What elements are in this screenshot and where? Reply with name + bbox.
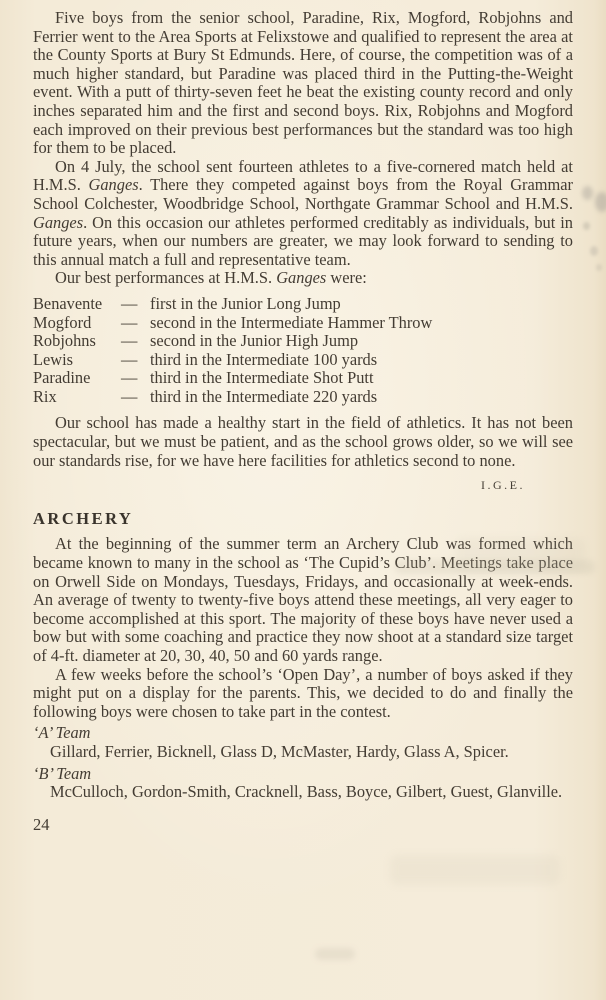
performance-row [33, 351, 573, 370]
ink-stain [590, 246, 598, 256]
athlete-name: Robjohns [33, 331, 96, 351]
team-a-members: Gillard, Ferrier, Bicknell, Glass D, McMaster, Hardy, Glass A, Spicer. [50, 741, 509, 761]
performance-row [33, 314, 573, 333]
team-b-label: ‘B’ Team [33, 763, 92, 783]
performance-list [33, 295, 573, 407]
athlete-name: Rix [33, 386, 57, 406]
performance-result: third in the Intermediate Shot Putt [150, 368, 374, 388]
athlete-name: Mogford [33, 312, 92, 332]
athletics-paragraph-1: Five boys from the senior school, Paradine, Rix, Mogford, Robjohns and Ferrier went to the Area Sports at Felixstowe and qualified to represent the area at the County Sports at Bury St Edmunds. Here, of course, the competition was of a much higher standard, but Paradine was placed third in the Putting-the-Weight event. With a putt of thirty-seven feet he beat the existing county record and only inches separated him and the first and second boys. Rix, Robjohns and Mogford each improved on their previous best performances but the standard was too high for them to be placed. [33, 8, 573, 158]
dash-separator: — [121, 386, 138, 406]
athletics-paragraph-3: Our school has made a healthy start in the field of athletics. It has not been spectacular, but we must be patient, and as the school grows older, so we will see our standards rise, for we have here facilities for athletics second to none. [33, 413, 573, 470]
archery-paragraph-1: At the beginning of the summer term an Archery Club was formed which became known to many in the school as ‘The Cupid’s Club’. Meetings take place on Orwell Side on Mondays, Tuesdays, Fridays, and occasionally at week-ends. An average of twenty to twenty-five boys attend these meetings, all very eager to become accomplished at this sport. The majority of these boys have never used a bow but with some coaching and practice they now shoot at a standard size target of 4-ft. diameter at 20, 30, 40, 50 and 60 yards range. [33, 534, 573, 665]
performance-result: third in the Intermediate 220 yards [150, 386, 378, 406]
athlete-name: Paradine [33, 368, 91, 388]
performance-row [33, 369, 573, 388]
team-b [33, 765, 573, 802]
archery-section [33, 510, 573, 802]
dash-separator: — [121, 368, 138, 388]
performance-row [33, 332, 573, 351]
archery-paragraph-2: A few weeks before the school’s ‘Open Day’, a number of boys asked if they might put on a display for the parents. This, we decided to do and finally the following boys were chosen to take part in the contest. [33, 664, 573, 721]
author-initials: I.G.E. [481, 478, 525, 493]
team-b-members: McCulloch, Gordon-Smith, Cracknell, Bass, Boyce, Gilbert, Guest, Glanville. [50, 782, 563, 802]
dash-separator: — [121, 349, 138, 369]
showthrough-smudge [390, 855, 560, 885]
athletics-section [33, 9, 573, 495]
performance-result: first in the Junior Long Jump [150, 293, 341, 313]
showthrough-smudge [315, 948, 355, 960]
performance-result: second in the Junior High Jump [150, 331, 359, 351]
ink-stain [582, 186, 593, 200]
athletics-paragraph-2: On 4 July, the school sent fourteen athletes to a five-cornered match held at H.M.S. Ganges. There they competed against boys from the Royal Grammar School Colchester, Woodbridge School, Northgate Grammar School and H.M.S. Ganges. On this occasion our athletes performed creditably as individuals, but in future years, when our numbers are greater, we may look forward to sending to this annual match a full and representative team. [33, 156, 573, 269]
archery-heading: ARCHERY [33, 508, 134, 528]
performance-result: third in the Intermediate 100 yards [150, 349, 378, 369]
performance-row [33, 388, 573, 407]
ink-stain [596, 264, 602, 271]
dash-separator: — [121, 293, 138, 313]
team-a-label: ‘A’ Team [33, 723, 91, 743]
team-a [33, 724, 573, 761]
ink-stain [583, 222, 590, 230]
athlete-name: Lewis [33, 349, 74, 369]
performance-result: second in the Intermediate Hammer Throw [150, 312, 433, 332]
page-number: 24 [33, 814, 50, 834]
ink-stain [595, 192, 606, 212]
athlete-name: Benavente [33, 293, 103, 313]
performances-intro: Our best performances at H.M.S. Ganges were: [55, 268, 367, 288]
dash-separator: — [121, 331, 138, 351]
dash-separator: — [121, 312, 138, 332]
performance-row [33, 295, 573, 314]
